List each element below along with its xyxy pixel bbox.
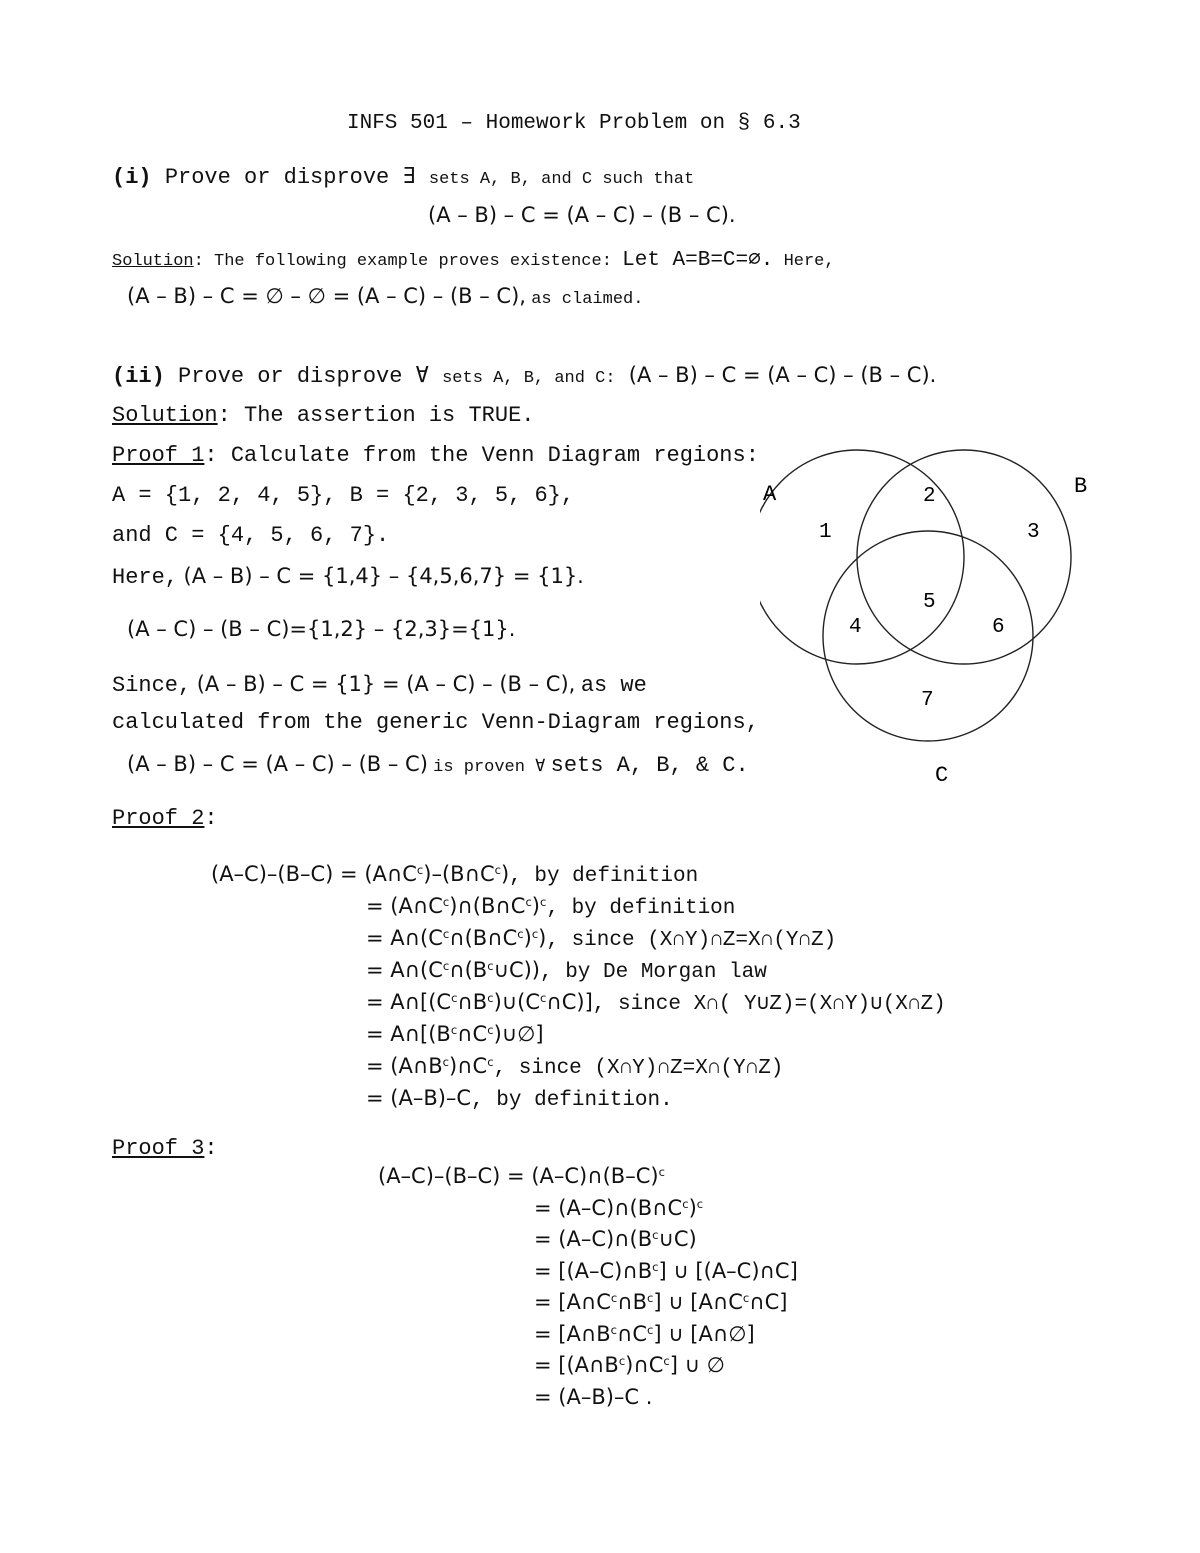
part1-prompt: Prove or disprove ∃ (164, 165, 416, 190)
complement-superscript: c (442, 895, 450, 910)
complement-superscript: c (610, 1291, 618, 1306)
complement-superscript: c (652, 1228, 659, 1243)
proof2-expression: = $(A\cap B^c)\cap C^c$ (366, 1054, 494, 1078)
proof1-line2: A = {1, 2, 4, 5}, B = {2, 3, 5, 6}, (112, 483, 575, 508)
proof2-justification: , since (X∩Y)∩Z=X∩(Y∩Z) (493, 1057, 784, 1080)
complement-superscript: c (487, 959, 494, 974)
proof2-expression: = $(A\cap C^c)\cap(B\cap C^c)^c$ (366, 894, 547, 918)
part1-solution-text: : The following example proves existence: (193, 252, 612, 271)
proof1-line8-post: sets A, B, & C. (550, 753, 749, 778)
venn-region-6: 6 (992, 616, 1005, 639)
venn-diagram (760, 440, 1120, 800)
complement-superscript: c (494, 863, 501, 878)
proof2-line (366, 926, 836, 952)
proof2-expression: = $A\cap[(C^c\cap B^c)\cup(C^c\cap C)]$ (366, 990, 593, 1014)
proof1-line5: (A – C) – (B – C)={1,2} – {2,3}={1}. (127, 617, 516, 641)
proof3-expression: $(A-C)-(B-C) = (A-C)\cap(B-C)^c$ (378, 1164, 665, 1188)
proof1-line6-post: as we (580, 673, 647, 698)
complement-superscript: c (451, 991, 458, 1006)
proof1-line3: and C = {4, 5, 6, 7}. (112, 523, 390, 548)
complement-superscript: c (610, 1322, 617, 1337)
proof3-expression: = (A–B)–C . (534, 1384, 653, 1409)
proof2-line (366, 1054, 783, 1080)
proof1-line6-math: (A – B) – C = {1} = (A – C) – (B – C), (196, 672, 576, 696)
proof3-line (534, 1353, 725, 1378)
proof1-line4-pre: Here, (112, 565, 179, 590)
proof3-line (534, 1196, 703, 1221)
proof2-line (211, 862, 698, 888)
part1-solution-line (112, 246, 835, 272)
part1-prompt-rest: sets A, B, and C such that (428, 170, 695, 189)
part2-equation: (A – B) – C = (A – C) – (B – C). (628, 363, 937, 387)
part2-solution-label: Solution (112, 403, 218, 428)
proof2-line (366, 990, 946, 1016)
proof3-expression: = $(A-C)\cap(B\cap C^c)^c$ (534, 1195, 704, 1220)
complement-superscript: c (487, 1023, 494, 1038)
part1-equation: (A – B) – C = (A – C) – (B – C). (428, 203, 736, 227)
proof3-line (534, 1227, 697, 1252)
venn-region-2: 2 (923, 485, 936, 508)
complement-superscript: c (618, 1354, 626, 1369)
proof2-line (366, 894, 735, 920)
part2-solution-line (112, 403, 534, 428)
complement-superscript: c (647, 1322, 654, 1337)
complement-superscript: c (742, 1291, 750, 1306)
proof2-expression: = $A\cap(C^c\cap(B\cap C^c)^c)$ (366, 926, 547, 950)
part2-solution-text: : The assertion is TRUE. (217, 403, 535, 428)
venn-label-a: A (763, 482, 777, 507)
proof1-line6-pre: Since, (112, 673, 192, 698)
complement-superscript: c (450, 1023, 458, 1038)
venn-region-4: 4 (849, 616, 862, 639)
proof1-line8 (127, 752, 749, 778)
part1-solution-here: Here, (783, 252, 835, 271)
proof2-justification: , since (X∩Y)∩Z=X∩(Y∩Z) (546, 929, 837, 952)
part1-solution-label: Solution (112, 252, 194, 271)
proof2-line (366, 958, 767, 984)
proof3-expression: = $[(A\cap B^c)\cap C^c]$ ∪ ∅ (534, 1353, 725, 1377)
complement-superscript: c (539, 991, 547, 1006)
complement-superscript: c (663, 1354, 670, 1369)
part1-line2-rest: as claimed. (531, 290, 644, 309)
part2-prompt: Prove or disprove ∀ (178, 364, 429, 389)
part1-line2-math: (A – B) – C = ∅ – ∅ = (A – C) – (B – C), (127, 284, 526, 308)
proof1-line4-math: (A – B) – C = {1,4} – {4,5,6,7} = {1}. (183, 564, 584, 588)
proof1-line1 (112, 443, 759, 468)
proof2-expression: = (A–B)–C (366, 1086, 472, 1110)
proof2-justification: , since X∩( Y∪Z)=(X∩Y)∪(X∩Z) (592, 993, 946, 1016)
proof2-justification: , by definition (546, 897, 736, 920)
proof2-expression: = $A\cap[(B^c\cap C^c)\cup\emptyset]$ (366, 1022, 544, 1046)
proof3-expression: = $(A-C)\cap(B^c\cup C)$ (534, 1227, 697, 1251)
proof3-heading (112, 1136, 218, 1161)
complement-superscript: c (652, 1259, 659, 1274)
complement-superscript: c (487, 991, 494, 1006)
complement-superscript: c (517, 927, 524, 942)
complement-superscript: c (416, 863, 424, 878)
venn-label-c: C (935, 763, 949, 788)
venn-region-5: 5 (923, 591, 936, 614)
part1-label: (i) (112, 165, 152, 190)
proof2-line (366, 1086, 673, 1112)
part1-solution-let: Let A=B=C=∅. (622, 249, 774, 272)
complement-superscript: c (540, 895, 547, 910)
complement-superscript: c (647, 1291, 654, 1306)
page-title: INFS 501 – Homework Problem on § 6.3 (347, 112, 801, 135)
complement-superscript: c (682, 1196, 689, 1211)
proof2-colon: : (204, 806, 218, 831)
complement-superscript: c (531, 927, 539, 942)
proof1-line4 (112, 563, 584, 590)
proof1-line6 (112, 671, 647, 698)
proof3-colon: : (204, 1136, 218, 1161)
proof1-line7: calculated from the generic Venn-Diagram regions, (112, 710, 759, 735)
proof3-expression: = $[A\cap B^c\cap C^c]$ ∪ [A∩∅] (534, 1321, 755, 1346)
proof3-expression: = $[A\cap C^c\cap B^c]$ ∪ $[A\cap C^c\cap C]$ (534, 1290, 788, 1314)
proof2-label: Proof 2 (112, 806, 205, 831)
venn-circle-a (760, 450, 964, 664)
venn-label-b: B (1074, 474, 1088, 499)
proof3-line (534, 1322, 755, 1347)
proof2-expression: = $A\cap(C^c\cap(B^c\cup C))$ (366, 958, 540, 982)
proof3-line (534, 1259, 798, 1284)
complement-superscript: c (442, 927, 450, 942)
proof2-justification: , by definition. (471, 1089, 673, 1112)
part2-label: (ii) (112, 364, 165, 389)
complement-superscript: c (442, 959, 450, 974)
proof1-line1-text: : Calculate from the Venn Diagram regions: (204, 443, 759, 468)
part1-prompt-line (112, 164, 694, 190)
complement-superscript: c (525, 895, 532, 910)
venn-region-1: 1 (819, 521, 832, 544)
venn-region-3: 3 (1027, 521, 1040, 544)
complement-superscript: c (442, 1055, 449, 1070)
proof3-line (378, 1164, 665, 1189)
proof3-line (534, 1385, 652, 1410)
proof2-justification: , by De Morgan law (540, 961, 767, 984)
part1-solution-line2 (127, 284, 643, 309)
part2-prompt-rest: sets A, B, and C: (442, 369, 616, 388)
proof1-line8-mid: is proven ∀ (433, 758, 546, 777)
complement-superscript: c (487, 1055, 494, 1070)
part2-prompt-line (112, 363, 936, 389)
complement-superscript: c (658, 1165, 665, 1180)
complement-superscript: c (696, 1196, 704, 1211)
proof1-label: Proof 1 (112, 443, 205, 468)
proof3-expression: = $[(A-C)\cap B^c]$ ∪ [(A–C)∩C] (534, 1258, 798, 1283)
proof2-expression: $(A-C)-(B-C) = (A\cap C^c)-(B\cap C^c)$ (211, 862, 510, 886)
proof2-line (366, 1022, 544, 1047)
venn-region-7: 7 (921, 689, 934, 712)
proof3-line (534, 1290, 787, 1315)
proof3-label: Proof 3 (112, 1136, 205, 1161)
proof1-line8-math: (A – B) – C = (A – C) – (B – C) (127, 752, 428, 776)
proof2-heading (112, 806, 218, 831)
proof2-justification: , by definition (509, 865, 699, 888)
